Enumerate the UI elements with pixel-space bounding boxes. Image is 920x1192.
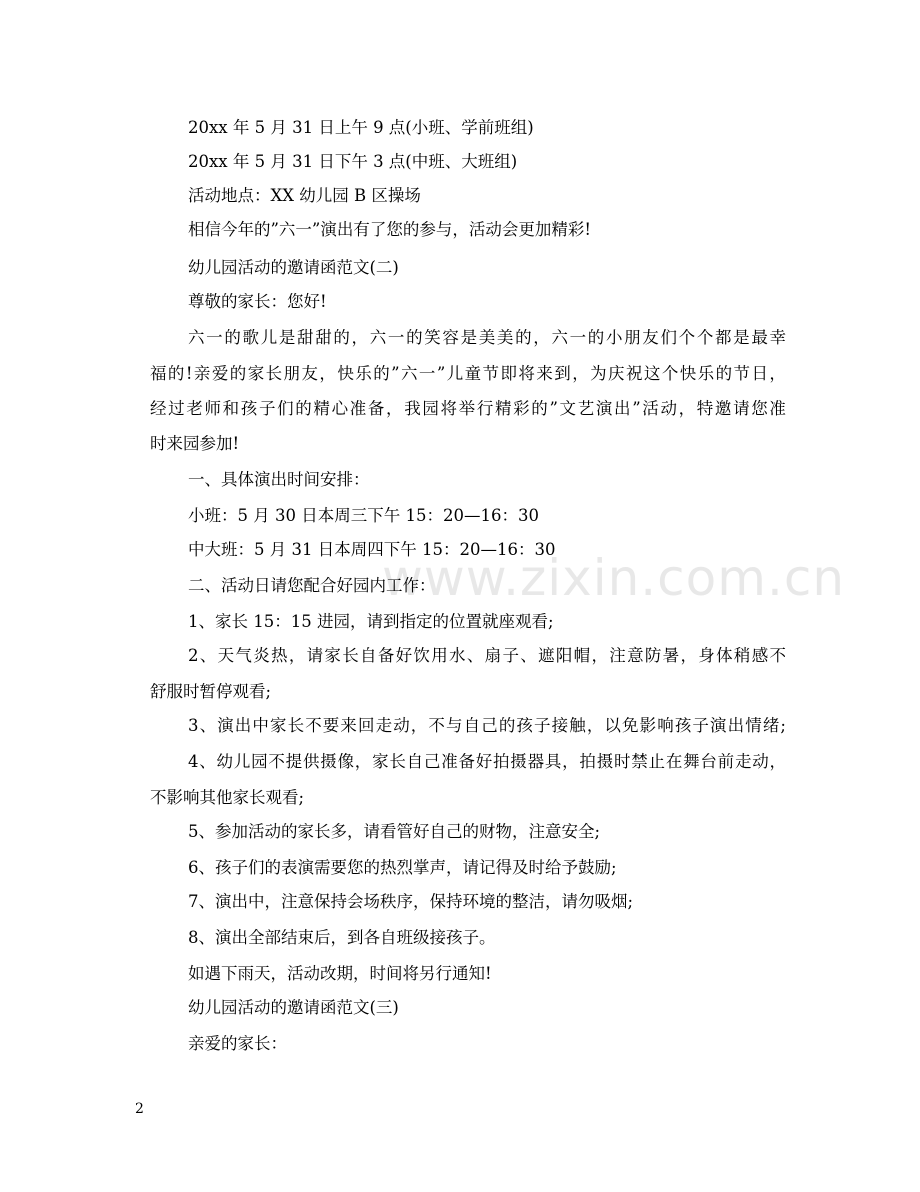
greeting: 尊敬的家长：您好! — [188, 292, 327, 311]
list-heading: 一、具体演出时间安排： — [188, 470, 370, 489]
text-line: 活动地点：XX 幼儿园 B 区操场 — [188, 186, 421, 205]
text-line: 20xx 年 5 月 31 日下午 3 点(中班、大班组) — [188, 152, 518, 171]
text-line: 相信今年的”六一”演出有了您的参与，活动会更加精彩! — [188, 220, 592, 239]
section-heading: 幼儿园活动的邀请函范文(二) — [188, 258, 399, 277]
notice-line: 如遇下雨天，活动改期，时间将另行通知! — [188, 964, 492, 983]
list-item: 8、演出全部结束后，到各自班级接孩子。 — [188, 928, 496, 947]
page-number: 2 — [135, 1101, 144, 1117]
paragraph-line: 时来园参加! — [150, 434, 240, 453]
list-item: 2、天气炎热，请家长自备好饮用水、扇子、遮阳帽，注意防暑，身体稍感不 — [188, 646, 786, 665]
text-line: 20xx 年 5 月 31 日上午 9 点(小班、学前班组) — [188, 118, 534, 137]
greeting: 亲爱的家长： — [188, 1034, 287, 1053]
list-item: 3、演出中家长不要来回走动，不与自己的孩子接触，以免影响孩子演出情绪; — [188, 716, 786, 735]
watermark: www.zixin.com.cn — [382, 549, 846, 607]
list-item: 5、参加活动的家长多，请看管好自己的财物，注意安全; — [188, 822, 601, 841]
list-heading: 二、活动日请您配合好园内工作： — [188, 576, 436, 595]
list-item: 7、演出中，注意保持会场秩序，保持环境的整洁，请勿吸烟; — [188, 892, 634, 911]
schedule-line: 小班：5 月 30 日本周三下午 15：20—16：30 — [188, 506, 539, 525]
schedule-line: 中大班：5 月 31 日本周四下午 15：20—16：30 — [188, 540, 556, 559]
paragraph-line: 六一的歌儿是甜甜的，六一的笑容是美美的，六一的小朋友们个个都是最幸 — [188, 328, 786, 347]
list-item: 4、幼儿园不提供摄像，家长自己准备好拍摄器具，拍摄时禁止在舞台前走动， — [188, 752, 786, 771]
list-item: 6、孩子们的表演需要您的热烈掌声，请记得及时给予鼓励; — [188, 858, 617, 877]
paragraph-line: 福的!亲爱的家长朋友，快乐的”六一”儿童节即将来到，为庆祝这个快乐的节日， — [150, 364, 786, 383]
list-item: 1、家长 15：15 进园，请到指定的位置就座观看; — [188, 612, 554, 631]
paragraph-line: 经过老师和孩子们的精心准备，我园将举行精彩的”文艺演出”活动，特邀请您准 — [150, 399, 786, 418]
list-item-continuation: 不影响其他家长观看; — [150, 788, 305, 807]
section-heading: 幼儿园活动的邀请函范文(三) — [188, 998, 399, 1017]
list-item-continuation: 舒服时暂停观看; — [150, 682, 272, 701]
